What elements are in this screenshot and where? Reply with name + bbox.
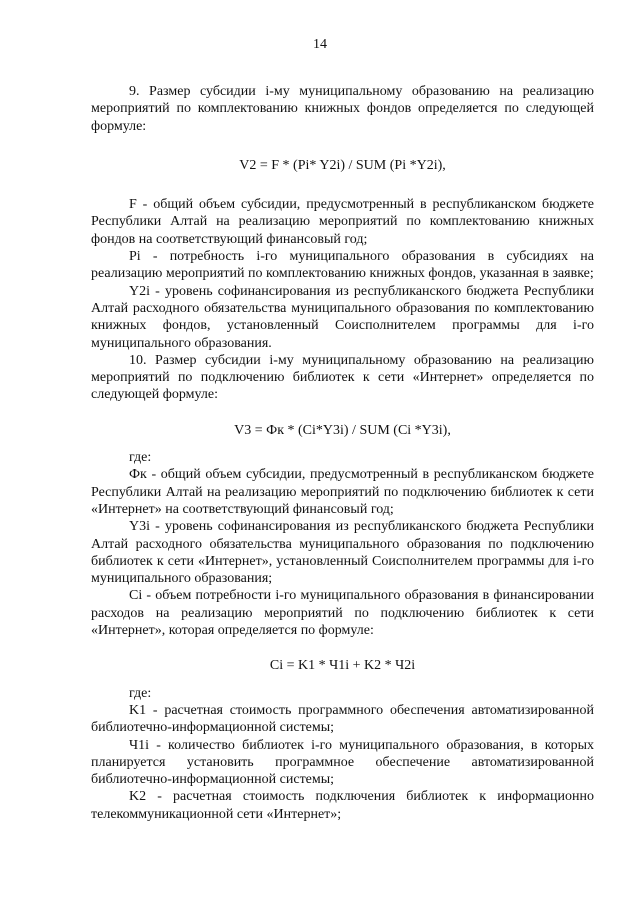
- definition-f: F - общий объем субсидии, предусмотренный в республиканском бюджете Республики Алтай на реализацию мероприятий по комплектованию книжных фондов на соответствующий финансовый год;: [91, 197, 594, 247]
- where-label-1: где:: [129, 450, 152, 466]
- formula-v2: V2 = F * (Pi* Y2i) / SUM (Pi *Y2i),: [239, 157, 446, 173]
- definition-k1: K1 - расчетная стоимость программного обеспечения автоматизированной библиотечно-информационной системы;: [91, 702, 594, 736]
- where-label-2: где:: [129, 685, 152, 701]
- page-number: 14: [313, 37, 327, 52]
- spacer: [91, 675, 594, 685]
- definition-pi: Pi - потребность i-го муниципального образования в субсидиях на реализацию мероприятий по комплектованию книжных фондов, указанная в заявке;: [91, 249, 594, 282]
- definition-fk: Фк - общий объем субсидии, предусмотренный в республиканском бюджете Республики Алтай на реализацию мероприятий по подключению библиотек к сети «Интернет» на соответствующий финансовый год;: [91, 467, 594, 517]
- paragraph-10-intro: 10. Размер субсидии i-му муниципальному образованию на реализацию мероприятий по подключению библиотек к сети «Интернет» определяется по следующей формуле:: [91, 352, 594, 403]
- page-body: [91, 83, 594, 823]
- spacer: [91, 174, 594, 196]
- definition-k2: K2 - расчетная стоимость подключения библиотек к информационно телекоммуникационной сети «Интернет»;: [91, 789, 594, 822]
- definition-ch1i: Ч1i - количество библиотек i-го муниципального образования, в которых планируется установить программное обеспечение автоматизированной библиотечно-информационной системы;: [91, 737, 594, 788]
- spacer: [91, 404, 594, 422]
- paragraph-9-intro: 9. Размер субсидии i-му муниципальному образованию на реализацию мероприятий по комплектованию книжных фондов определяется по следующей формуле:: [91, 84, 594, 134]
- definition-ci: Ci - объем потребности i-го муниципального образования в финансировании расходов на реализацию мероприятий по подключению библиотек к сети «Интернет», которая определяется по формуле:: [91, 588, 594, 639]
- definition-y3i: Y3i - уровень софинансирования из республиканского бюджета Республики Алтай расходного обязательства муниципального образования по подключению библиотек к сети «Интернет», установленный Соисполнителем программы для i-го муниципального образования;: [91, 519, 594, 587]
- definition-y2i: Y2i - уровень софинансирования из республиканского бюджета Республики Алтай расходного обязательства муниципального образования по комплектованию книжных фондов, установленный Соисполнителем программы для i-го муниципального образования.: [91, 283, 594, 351]
- formula-ci: Ci = K1 * Ч1i + K2 * Ч2i: [269, 658, 416, 674]
- spacer: [91, 639, 594, 657]
- formula-v3: V3 = Фк * (Ci*Y3i) / SUM (Ci *Y3i),: [234, 422, 451, 438]
- spacer: [91, 135, 594, 157]
- spacer: [91, 439, 594, 449]
